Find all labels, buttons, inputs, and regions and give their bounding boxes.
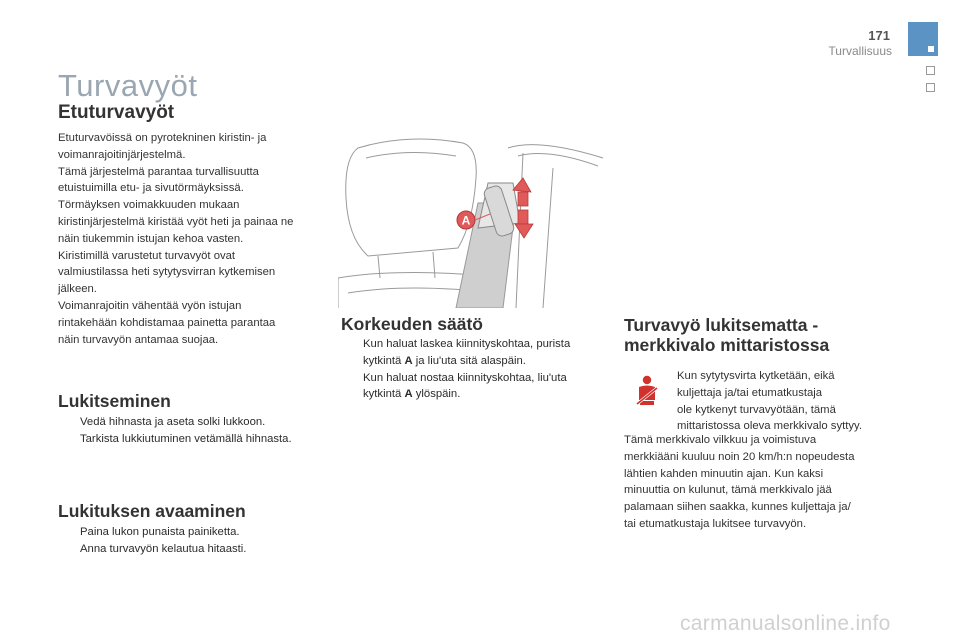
text-line: näin turvavyön antamaa suojaa. (58, 333, 219, 346)
text-line: merkkiääni kuuluu noin 20 km/h:n nopeudesta (624, 450, 855, 463)
section-name: Turvallisuus (828, 44, 892, 58)
list-item: Kun haluat laskea kiinnityskohtaa, purista kytkintä A ja liu'uta sitä alaspäin. (363, 338, 571, 367)
seat-belt-warning-icon (633, 374, 661, 408)
tab-marker-1 (926, 66, 935, 75)
text-line: Tämä merkkivalo vilkkuu ja voimistuva (624, 434, 817, 446)
page-number: 171 (868, 28, 890, 43)
text-line: valmiustilassa heti sytytysvirran kytkemisen (58, 266, 276, 279)
text-line: Kiristimillä varustetut turvavyöt ovat (58, 249, 236, 262)
front-belts-heading: Etuturvavyöt (58, 102, 175, 123)
section-tab (908, 22, 938, 56)
list-item: Kun haluat nostaa kiinnityskohtaa, liu'uta kytkintä A ylöspäin. (363, 371, 567, 401)
text-line: Kun sytytysvirta kytketään, eikä (677, 370, 835, 382)
text-line: tai etumatkustaja lukitsee turvavyön. (624, 517, 807, 530)
text-line: jälkeen. (58, 283, 97, 296)
text-line: lähtien kahden minuutin ajan. Kun kaksi (624, 467, 824, 480)
text-line: Etuturvavöissä on pyrotekninen kiristin- ja (58, 132, 267, 144)
warning-body-text (624, 432, 894, 533)
front-belts-text (58, 130, 323, 348)
text-line: kuljettaja ja/tai etumatkustaja (677, 386, 823, 399)
text-line: voimanrajoitinjärjestelmä. (58, 148, 186, 161)
tab-marker-2 (926, 83, 935, 92)
height-adjust-list (341, 336, 601, 403)
warning-heading: Turvavyö lukitsematta - merkkivalo mittaristossa (624, 315, 830, 355)
text-line: näin tiukemmin istujan kehoa vasten. (58, 232, 244, 245)
list-item: Tarkista lukkiutuminen vetämällä hihnasta. (80, 432, 292, 445)
unlocking-list (58, 524, 328, 558)
text-line: Voimanrajoitin vähentää vyön istujan (58, 299, 242, 312)
label-a: A (461, 213, 471, 228)
text-line: palamaan siihen saakka, kunnes kuljettaja ja/ (624, 501, 851, 514)
text-line: minuuttia on kulunut, tämä merkkivalo jää (624, 484, 832, 497)
text-line: mittaristossa oleva merkkivalo syttyy. (677, 420, 862, 433)
list-item: Vedä hihnasta ja aseta solki lukkoon. (80, 416, 266, 428)
warning-lead-text (677, 368, 897, 435)
list-item: Paina lukon punaista painiketta. (80, 526, 240, 538)
text-line: Tämä järjestelmä parantaa turvallisuutta (58, 165, 259, 178)
height-adjust-heading: Korkeuden säätö (341, 314, 483, 334)
locking-heading: Lukitseminen (58, 391, 171, 411)
text-line: ole kytkenyt turvavyötään, tämä (677, 403, 836, 416)
text-line: rintakehään kohdistamaa painetta parantaa (58, 316, 276, 329)
text-line: etuistuimilla etu- ja sivutörmäyksissä. (58, 182, 244, 195)
watermark: carmanualsonline.info (680, 612, 891, 635)
text-line: kiristinjärjestelmä kiristää vyöt heti ja painaa ne (58, 215, 294, 228)
page-title: Turvavyöt (58, 68, 198, 103)
text-line: Törmäyksen voimakkuuden mukaan (58, 199, 240, 212)
list-item: Anna turvavyön kelautua hitaasti. (80, 542, 247, 555)
seat-belt-height-adjuster-illustration (338, 128, 608, 308)
unlocking-heading: Lukituksen avaaminen (58, 501, 246, 521)
locking-list (58, 414, 328, 448)
